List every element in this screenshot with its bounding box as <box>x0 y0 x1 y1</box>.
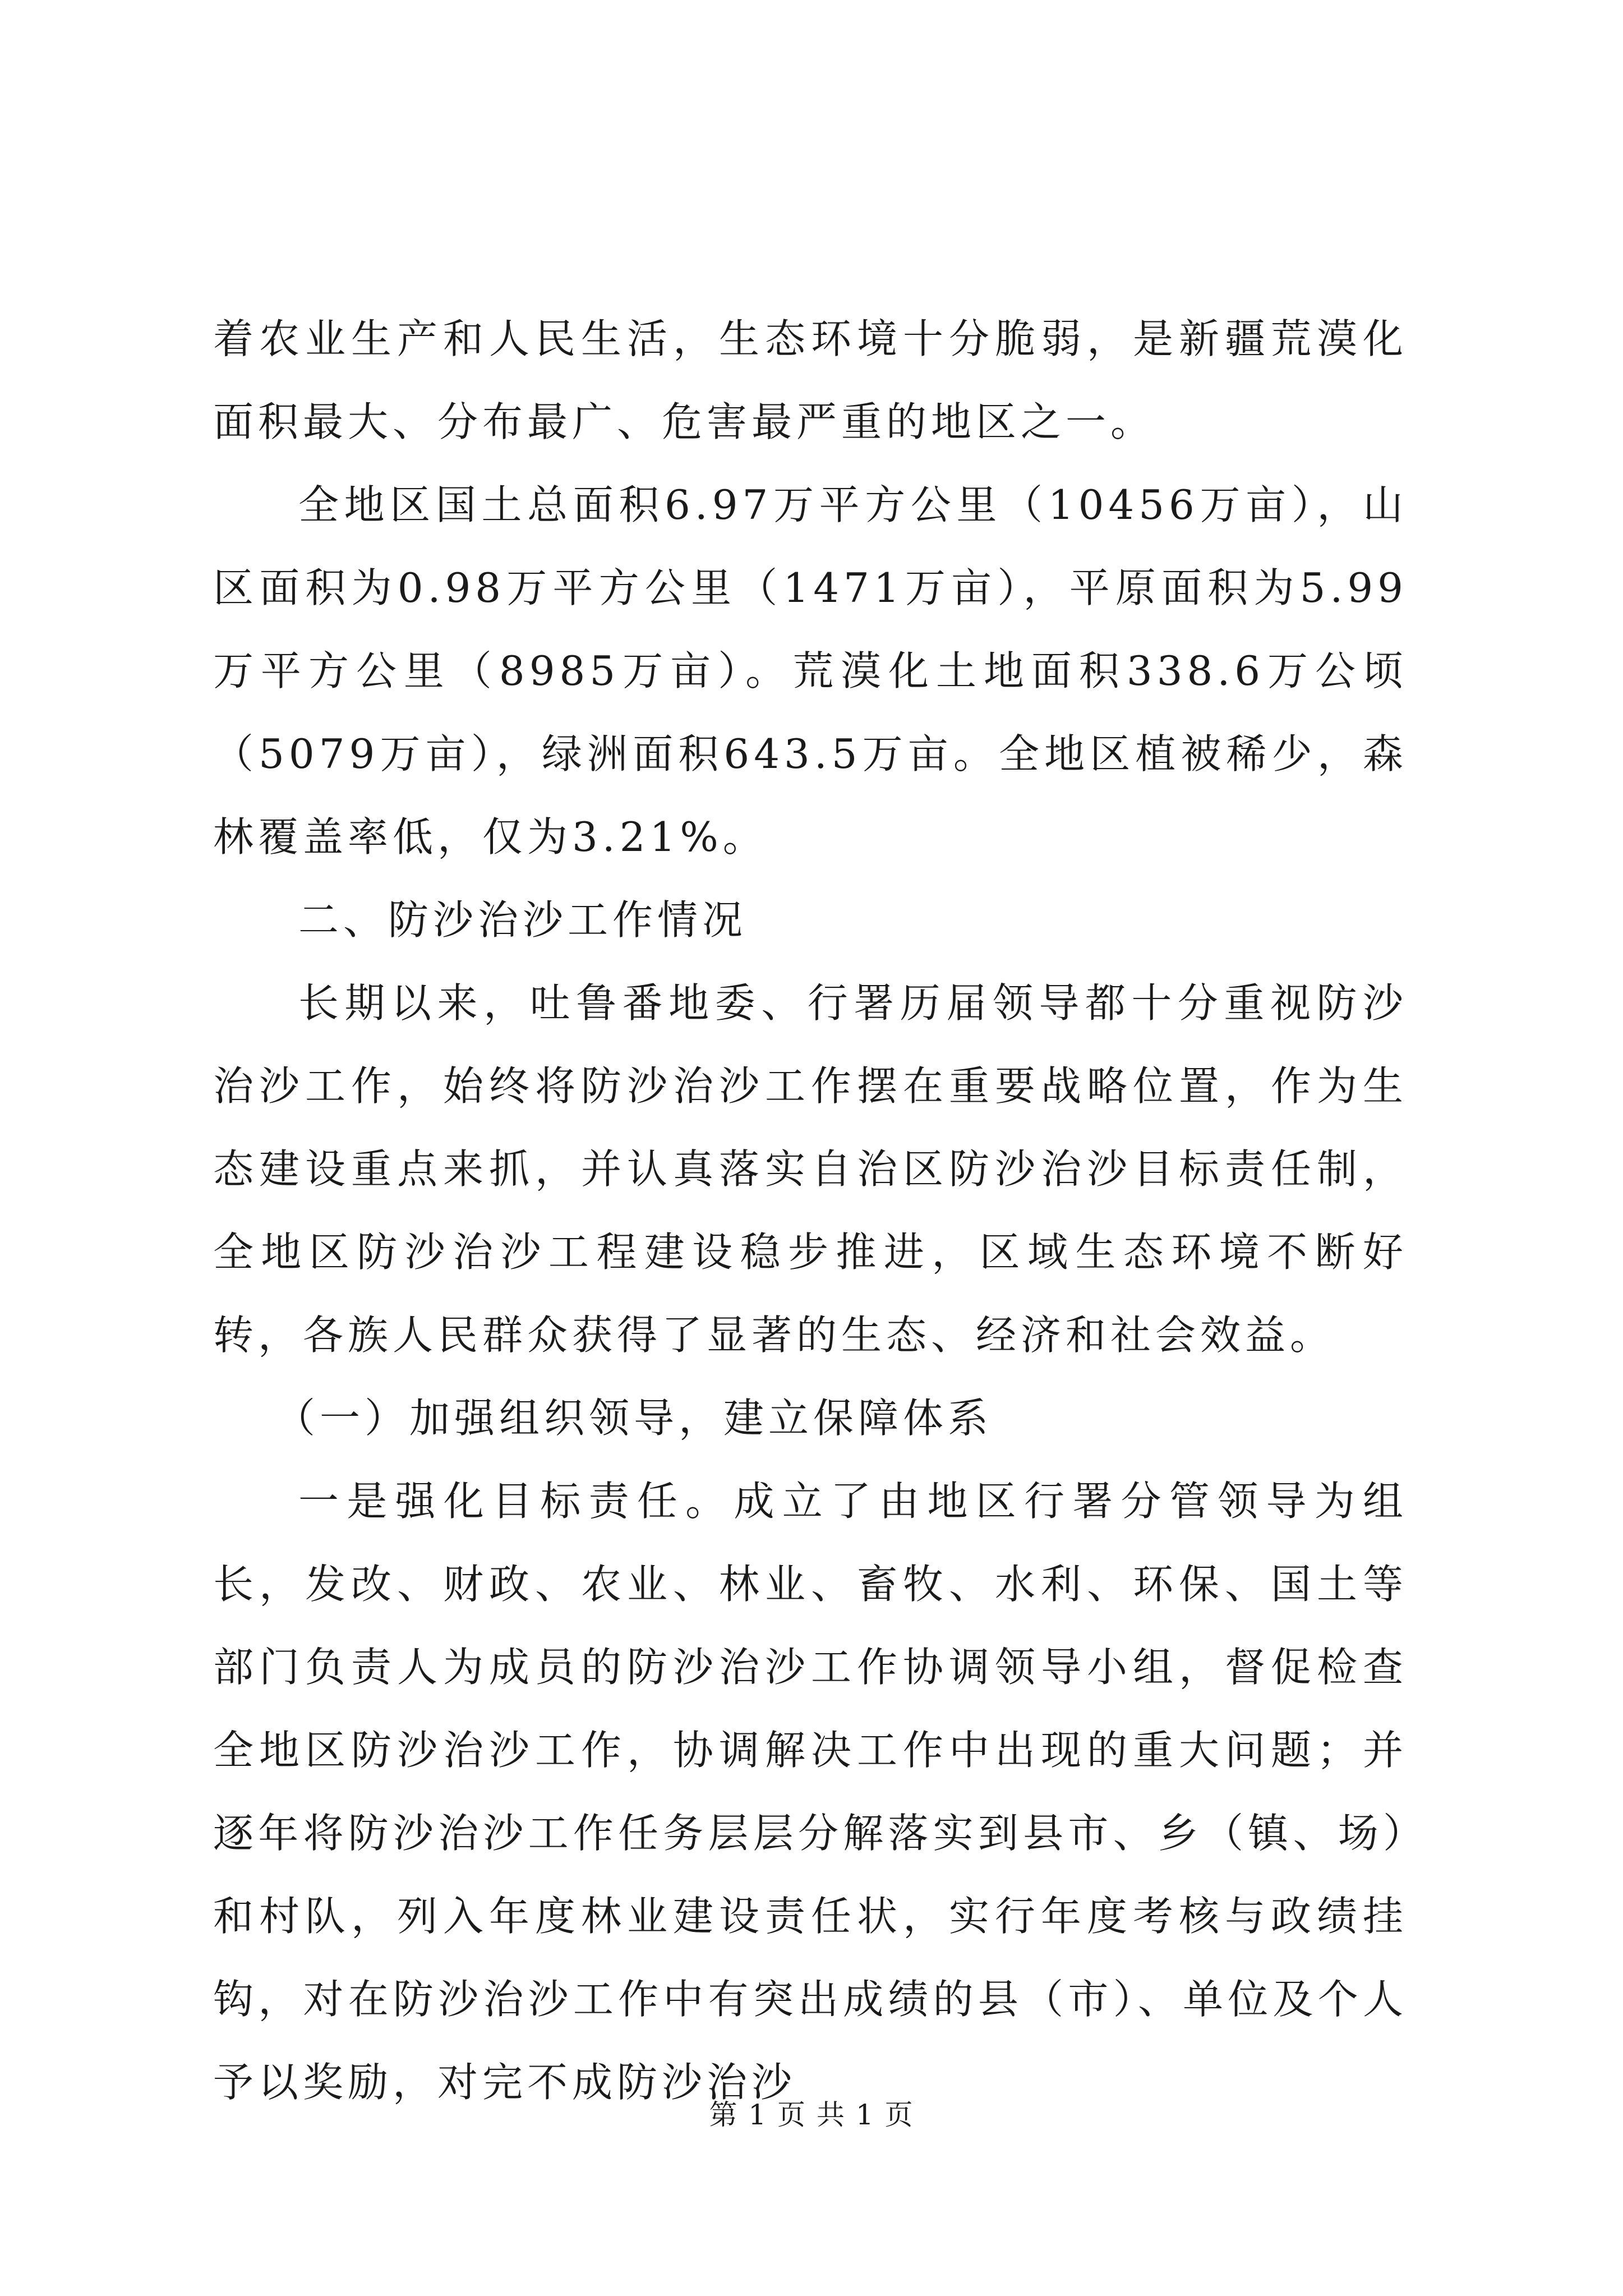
document-body <box>213 297 1408 2124</box>
paragraph-target-responsibility: 一是强化目标责任。成立了由地区行署分管领导为组长，发改、财政、农业、林业、畜牧、水利、环保、国土等部门负责人为成员的防沙治沙工作协调领导小组，督促检查全地区防沙治沙工作，协调解决工作中出现的重大问题；并逐年将防沙治沙工作任务层层分解落实到县市、乡（镇、场）和村队，列入年度林业建设责任状，实行年度考核与政绩挂钩，对在防沙治沙工作中有突出成绩的县（市）、单位及个人予以奖励，对完不成防沙治沙 <box>213 1478 1408 2106</box>
paragraph-intro-continuation: 着农业生产和人民生活，生态环境十分脆弱，是新疆荒漠化面积最大、分布最广、危害最严重的地区之一。 <box>213 315 1408 445</box>
page-footer: 第 1 页 共 1 页 <box>709 2099 914 2131</box>
subsection-heading-organization: （一）加强组织领导，建立保障体系 <box>275 1395 993 1442</box>
section-heading-work-status: 二、防沙治沙工作情况 <box>298 896 748 944</box>
paragraph-leadership-overview: 长期以来，吐鲁番地委、行署历届领导都十分重视防沙治沙工作，始终将防沙治沙工作摆在重要战略位置，作为生态建设重点来抓，并认真落实自治区防沙治沙目标责任制，全地区防沙治沙工程建设稳步推进，区域生态环境不断好转，各族人民群众获得了显著的生态、经济和社会效益。 <box>213 979 1408 1359</box>
paragraph-land-area: 全地区国土总面积6.97万平方公里（10456万亩），山区面积为0.98万平方公里（1471万亩），平原面积为5.99万平方公里（8985万亩）。荒漠化土地面积338.6万公顷（5079万亩），绿洲面积643.5万亩。全地区植被稀少，森林覆盖率低，仅为3.21%。 <box>213 481 1408 861</box>
